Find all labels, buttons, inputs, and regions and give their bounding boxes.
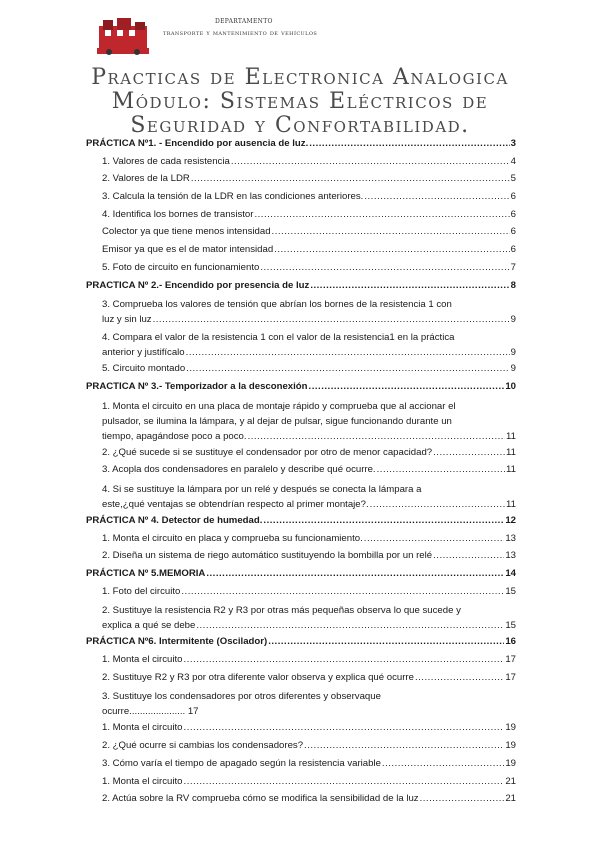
toc-dot-leader (364, 191, 509, 203)
toc-entry-text: 2. Actúa sobre la RV comprueba cómo se modifica la sensibilidad de la luz (102, 793, 419, 805)
toc-dot-leader (268, 636, 504, 648)
toc-entry-line (102, 429, 516, 444)
toc-entry-text: 3. Comprueba los valores de tensión que abrían los bornes de la resistencia 1 con (102, 299, 452, 311)
toc-entry-text: 3. Sustituye los condensadores por otros diferentes y observaque (102, 691, 381, 703)
toc-heading[interactable] (86, 515, 516, 527)
toc-page-number: 7 (510, 261, 516, 273)
toc-entry-text: 5. Foto de circuito en funcionamiento (102, 261, 260, 273)
toc-heading[interactable] (86, 568, 516, 580)
toc-dot-leader (191, 173, 510, 185)
toc-page-number: 11 (506, 498, 516, 510)
toc-entry-text: tiempo, apagándose poco a poco. (102, 430, 247, 442)
toc-page-number: 6 (510, 208, 516, 220)
toc-dot-leader (153, 312, 510, 327)
toc-entry[interactable] (86, 603, 516, 633)
toc-dot-leader (433, 550, 504, 562)
toc-entry-text: 2. Diseña un sistema de riego automático sustituyendo la bombilla por un relé (102, 550, 433, 562)
toc-entry-text: 3. Acopla dos condensadores en paralelo y describe qué ocurre. (102, 464, 376, 476)
toc-entry-text: ocurre..................... 17 (102, 706, 199, 718)
toc-entry-text: anterior y justifícalo (102, 347, 185, 359)
toc-entry[interactable] (86, 482, 516, 512)
toc-dot-leader (196, 618, 504, 633)
toc-page-number: 9 (510, 347, 516, 359)
toc-page-number: 10 (505, 380, 516, 392)
title-line-1: Practicas de Electronica Analogica (91, 65, 509, 90)
toc-entry-text: PRÁCTICA Nº 4. Detector de humedad. (86, 514, 263, 526)
toc-entry-line (102, 618, 516, 633)
toc-dot-leader (309, 381, 505, 393)
toc-page-number: 15 (505, 620, 516, 632)
toc-entry[interactable] (86, 740, 516, 752)
toc-dot-leader (433, 447, 505, 459)
toc-page-number: 3 (510, 138, 516, 149)
toc-dot-leader (310, 280, 509, 292)
toc-page-number: 17 (505, 671, 516, 683)
toc-entry-text: 2. Sustituye la resistencia R2 y R3 por otras más pequeñas observa lo que sucede y (102, 605, 461, 617)
toc-entry-text: PRÁCTICA Nº 5.MEMORIA (86, 568, 206, 579)
toc-entry-line (102, 399, 516, 414)
toc-page-number: 19 (505, 757, 516, 769)
document-title (0, 66, 600, 138)
toc-page-number: 11 (506, 464, 516, 476)
toc-entry-line (102, 297, 516, 312)
toc-dot-leader (184, 776, 505, 788)
title-line-3: Seguridad y Confortabilidad. (130, 113, 470, 138)
toc-entry[interactable] (86, 654, 516, 666)
toc-entry-line (102, 312, 516, 327)
toc-entry-text: explica a qué se debe (102, 620, 196, 632)
toc-entry[interactable] (86, 586, 516, 598)
toc-entry-text: 1. Monta el circuito (102, 654, 183, 666)
toc-entry-text: 2. ¿Qué ocurre si cambias los condensadores? (102, 740, 304, 752)
toc-page-number: 4 (510, 155, 516, 167)
toc-page-number: 13 (505, 532, 516, 544)
toc-heading[interactable] (86, 280, 516, 292)
toc-entry[interactable] (86, 672, 516, 684)
toc-entry-text: 4. Identifica los bornes de transistor (102, 208, 254, 220)
toc-entry-text: 1. Monta el circuito en una placa de montaje rápido y comprueba que al accionar el (102, 400, 456, 412)
toc-entry[interactable] (86, 173, 516, 185)
toc-entry[interactable] (86, 330, 516, 360)
department-title: departamento (215, 16, 273, 25)
toc-entry-text: 1. Monta el circuito (102, 722, 183, 734)
toc-entry-line (102, 482, 516, 497)
toc-entry[interactable] (86, 776, 516, 788)
page-header (95, 8, 595, 58)
toc-entry[interactable] (86, 550, 516, 562)
department-subtitle: transporte y mantenimiento de vehículos (163, 28, 318, 37)
toc-dot-leader (420, 793, 505, 805)
toc-entry-text: luz y sin luz (102, 314, 152, 326)
toc-entry-text: 3. Calcula la tensión de la LDR en las condiciones anteriores. (102, 191, 364, 203)
toc-heading[interactable] (86, 138, 516, 150)
toc-dot-leader (248, 429, 505, 444)
toc-entry[interactable] (86, 533, 516, 545)
toc-entry-line (102, 603, 516, 618)
toc-entry-text: 1. Monta el circuito (102, 775, 183, 787)
toc-dot-leader (186, 345, 510, 360)
toc-entry-line (102, 330, 516, 345)
toc-entry[interactable] (86, 262, 516, 274)
toc-entry[interactable] (86, 447, 516, 459)
toc-entry-text: 2. Valores de la LDR (102, 173, 190, 185)
toc-entry[interactable] (86, 209, 516, 221)
toc-entry-text: 3. Cómo varía el tiempo de apagado según la resistencia variable (102, 757, 381, 769)
toc-dot-leader (231, 156, 510, 168)
toc-dot-leader (186, 363, 509, 375)
toc-entry-line (102, 497, 516, 512)
toc-dot-leader (377, 464, 505, 476)
toc-dot-leader (254, 209, 509, 221)
toc-dot-leader (272, 226, 510, 238)
toc-entry[interactable] (86, 689, 516, 719)
toc-heading[interactable] (86, 636, 516, 648)
toc-page-number: 6 (510, 191, 516, 203)
table-of-contents (86, 138, 516, 811)
toc-entry-text: PRÁCTICA Nº1. - Encendido por ausencia de luz. (86, 138, 309, 149)
toc-entry[interactable] (86, 399, 516, 444)
toc-dot-leader (184, 722, 505, 734)
toc-page-number: 13 (505, 550, 516, 562)
toc-page-number: 14 (505, 568, 516, 579)
toc-page-number: 17 (505, 654, 516, 666)
toc-entry-text: pulsador, se ilumina la lámpara, y al dejar de pulsar, sigue funcionando durante un (102, 415, 452, 427)
toc-entry-text: PRACTICA Nº 2.- Encendido por presencia de luz (86, 279, 310, 291)
toc-dot-leader (364, 533, 505, 545)
toc-entry-line (102, 345, 516, 360)
school-logo-icon (95, 16, 151, 56)
toc-entry-text: 2. ¿Qué sucede si se sustituye el condensador por otro de menor capacidad? (102, 446, 433, 458)
toc-entry-text: 5. Circuito montado (102, 363, 186, 375)
toc-entry[interactable] (86, 156, 516, 168)
toc-page-number: 11 (506, 446, 516, 458)
toc-entry[interactable] (86, 297, 516, 327)
toc-dot-leader (309, 138, 509, 150)
toc-entry-text: Colector ya que tiene menos intensidad (102, 226, 271, 238)
toc-page-number: 19 (505, 740, 516, 752)
toc-entry-text: 1. Monta el circuito en placa y comprueba su funcionamiento. (102, 532, 363, 544)
toc-entry-line (102, 414, 516, 429)
toc-heading[interactable] (86, 381, 516, 393)
toc-entry[interactable] (86, 722, 516, 734)
toc-dot-leader (184, 654, 505, 666)
toc-entry-text: este,¿qué ventajas se obtendrían respecto al primer montaje?. (102, 498, 369, 510)
toc-entry[interactable] (86, 464, 516, 476)
toc-dot-leader (415, 672, 504, 684)
toc-entry-text: 4. Si se sustituye la lámpara por un relé y después se conecta la lámpara a (102, 483, 422, 495)
toc-dot-leader (206, 568, 504, 580)
toc-dot-leader (263, 515, 504, 527)
toc-entry[interactable] (86, 244, 516, 256)
toc-page-number: 21 (505, 793, 516, 805)
toc-entry[interactable] (86, 363, 516, 375)
toc-entry[interactable] (86, 226, 516, 238)
toc-dot-leader (382, 758, 504, 770)
toc-page-number: 15 (505, 585, 516, 597)
toc-entry-text: 1. Valores de cada resistencia (102, 155, 230, 167)
toc-page-number: 6 (510, 226, 516, 238)
toc-entry-line (102, 704, 516, 719)
toc-page-number: 12 (505, 514, 516, 526)
toc-dot-leader (181, 586, 504, 598)
toc-entry-text: PRÁCTICA Nº6. Intermitente (Oscilador) (86, 636, 268, 648)
toc-page-number: 9 (510, 363, 516, 375)
toc-page-number: 9 (510, 314, 516, 326)
toc-page-number: 11 (506, 430, 516, 442)
toc-entry-text: Emisor ya que es el de mator intensidad (102, 244, 274, 256)
toc-page-number: 19 (505, 722, 516, 734)
toc-entry-line (102, 689, 516, 704)
toc-entry[interactable] (86, 191, 516, 203)
toc-page-number: 6 (510, 244, 516, 256)
toc-dot-leader (260, 262, 509, 274)
toc-dot-leader (370, 497, 505, 512)
toc-page-number: 5 (510, 173, 516, 185)
toc-entry-text: 1. Foto del circuito (102, 585, 181, 597)
title-line-2: Módulo: Sistemas Eléctricos de (111, 89, 489, 114)
toc-page-number: 16 (505, 636, 516, 648)
toc-entry-text: 4. Compara el valor de la resistencia 1 con el valor de la resistencia1 en la práctica (102, 332, 455, 344)
toc-page-number: 8 (510, 279, 516, 291)
toc-page-number: 21 (505, 775, 516, 787)
toc-entry-text: PRACTICA Nº 3.- Temporizador a la desconexión (86, 380, 308, 392)
toc-dot-leader (274, 244, 509, 256)
toc-entry[interactable] (86, 758, 516, 770)
toc-dot-leader (304, 740, 504, 752)
toc-entry-text: 2. Sustituye R2 y R3 por otra diferente valor observa y explica qué ocurre (102, 671, 414, 683)
toc-entry[interactable] (86, 793, 516, 805)
